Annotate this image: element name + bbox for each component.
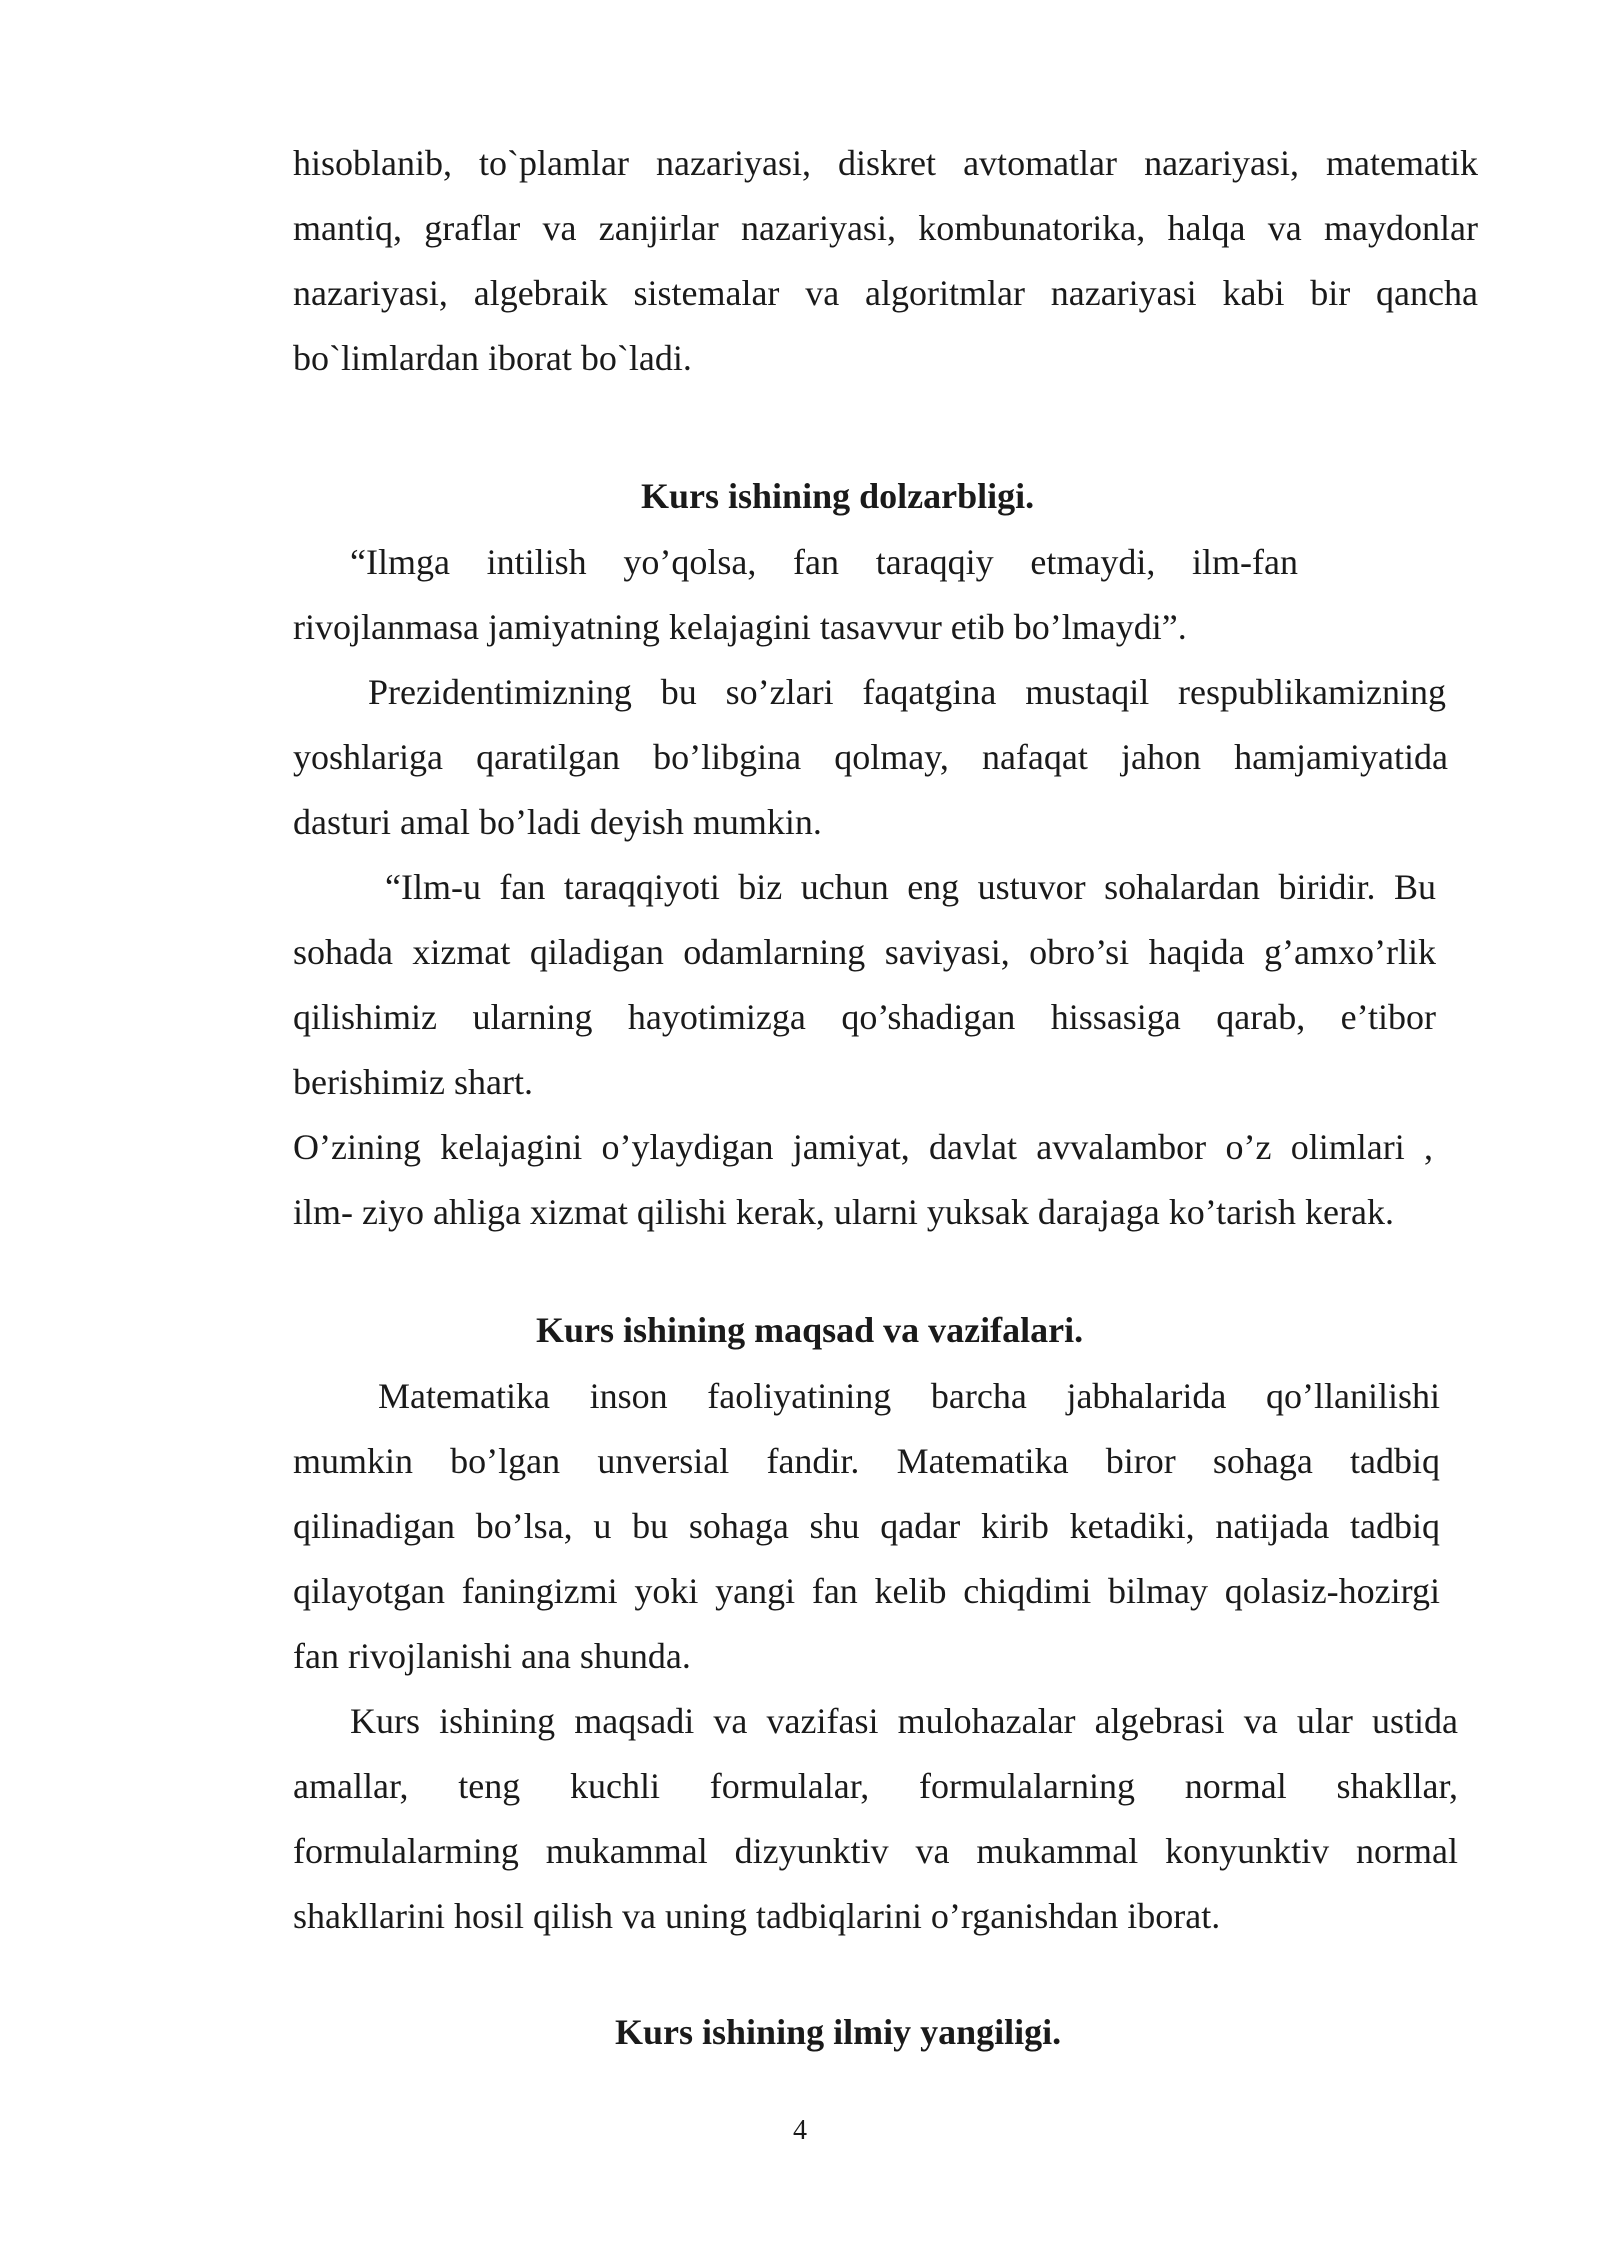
paragraph-line: Prezidentimizning bu so’zlari faqatgina mustaqil respublikamizning [368, 672, 1446, 712]
paragraph-line: O’zining kelajagini o’ylaydigan jamiyat, davlat avvalambor o’z olimlari , [293, 1127, 1433, 1167]
paragraph-line: ilm- ziyo ahliga xizmat qilishi kerak, ularni yuksak darajaga ko’tarish kerak. [293, 1192, 1394, 1232]
paragraph-line: mumkin bo’lgan unversial fandir. Matematika biror sohaga tadbiq [293, 1441, 1440, 1481]
section-heading-ilmiy-yangiligi: Kurs ishining ilmiy yangiligi. [615, 2012, 1062, 2052]
section-heading-maqsad: Kurs ishining maqsad va vazifalari. [536, 1310, 1084, 1350]
page-number: 4 [793, 2115, 807, 2146]
paragraph-line: qilishimiz ularning hayotimizga qo’shadigan hissasiga qarab, e’tibor [293, 997, 1436, 1037]
paragraph-line: qilinadigan bo’lsa, u bu sohaga shu qadar kirib ketadiki, natijada tadbiq [293, 1506, 1440, 1546]
paragraph-line: Kurs ishining maqsadi va vazifasi mulohazalar algebrasi va ular ustida [350, 1701, 1458, 1741]
paragraph-line: berishimiz shart. [293, 1062, 533, 1102]
intro-line: hisoblanib, to`plamlar nazariyasi, diskret avtomatlar nazariyasi, matematik [293, 143, 1478, 183]
paragraph-line: “Ilm-u fan taraqqiyoti biz uchun eng ustuvor sohalardan biridir. Bu [385, 867, 1436, 907]
intro-line: nazariyasi, algebraik sistemalar va algoritmlar nazariyasi kabi bir qancha [293, 273, 1478, 313]
paragraph-line: formulalarming mukammal dizyunktiv va mukammal konyunktiv normal [293, 1831, 1458, 1871]
intro-line: bo`limlardan iborat bo`ladi. [293, 338, 692, 378]
paragraph-line: rivojlanmasa jamiyatning kelajagini tasavvur etib bo’lmaydi”. [293, 607, 1187, 647]
paragraph-line: fan rivojlanishi ana shunda. [293, 1636, 691, 1676]
paragraph-line: sohada xizmat qiladigan odamlarning saviyasi, obro’si haqida g’amxo’rlik [293, 932, 1436, 972]
section-heading-dolzarbligi: Kurs ishining dolzarbligi. [641, 476, 1035, 516]
intro-line: mantiq, graflar va zanjirlar nazariyasi, kombunatorika, halqa va maydonlar [293, 208, 1478, 248]
paragraph-line: yoshlariga qaratilgan bo’libgina qolmay, nafaqat jahon hamjamiyatida [293, 737, 1448, 777]
paragraph-line: qilayotgan faningizmi yoki yangi fan kelib chiqdimi bilmay qolasiz-hozirgi [293, 1571, 1440, 1611]
paragraph-line: Matematika inson faoliyatining barcha jabhalarida qo’llanilishi [378, 1376, 1440, 1416]
paragraph-line: “Ilmga intilish yo’qolsa, fan taraqqiy etmaydi, ilm-fan [350, 542, 1298, 582]
paragraph-line: shakllarini hosil qilish va uning tadbiqlarini o’rganishdan iborat. [293, 1896, 1221, 1936]
paragraph-line: dasturi amal bo’ladi deyish mumkin. [293, 802, 822, 842]
paragraph-line: amallar, teng kuchli formulalar, formulalarning normal shakllar, [293, 1766, 1458, 1806]
